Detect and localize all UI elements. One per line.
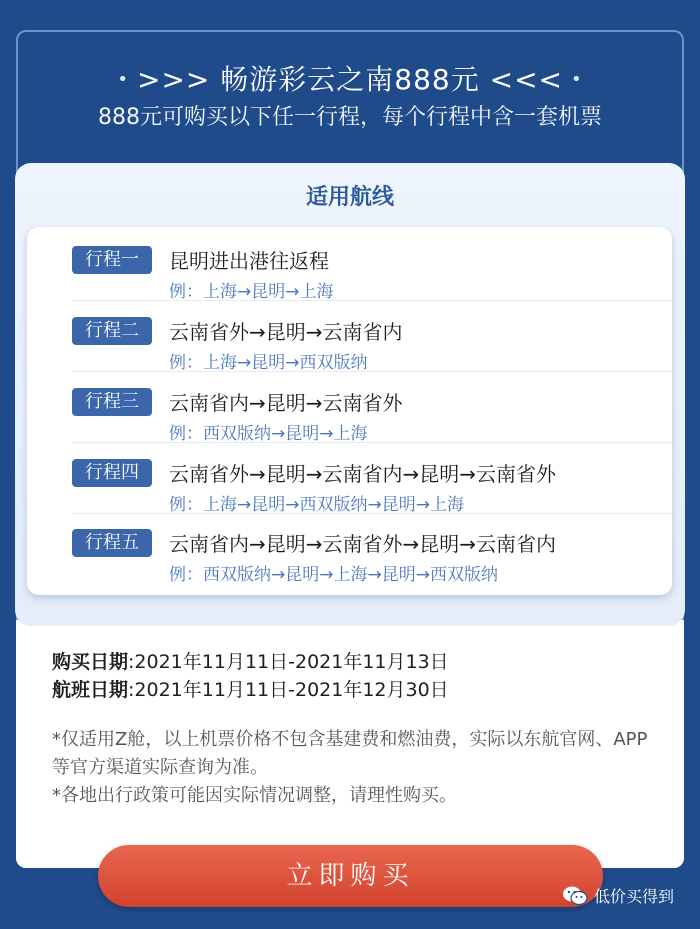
route-example: 例：西双版纳→昆明→上海→昆明→西双版纳 [169, 565, 498, 585]
flight-date-value: :2021年11月11日-2021年12月30日 [128, 679, 449, 701]
routes-list [27, 227, 672, 595]
buy-now-button[interactable]: 立即购买 [98, 845, 603, 907]
note-line: *仅适用Z舱，以上机票价格不包含基建费和燃油费，实际以东航官网、APP等官方渠道实际查询为准。 [52, 729, 648, 778]
route-example: 例：上海→昆明→西双版纳→昆明→上海 [169, 495, 464, 515]
title-dot-right: • [571, 69, 583, 90]
date-info [52, 648, 449, 704]
route-badge: 行程五 [72, 529, 152, 557]
route-example: 例：上海→昆明→西双版纳 [169, 353, 368, 373]
route-badge: 行程四 [72, 459, 152, 487]
route-path: 云南省内→昆明→云南省外→昆明→云南省内 [169, 532, 557, 556]
watermark-text: 低价买得到 [594, 887, 675, 906]
purchase-date [52, 648, 449, 676]
promo-header [0, 62, 700, 132]
flight-date-label: 航班日期 [52, 679, 129, 701]
route-path: 云南省外→昆明→云南省内→昆明→云南省外 [169, 462, 557, 486]
title-dot-left: • [117, 69, 129, 90]
route-path: 云南省外→昆明→云南省内 [169, 320, 403, 344]
routes-title: 适用航线 [305, 185, 394, 210]
route-item [72, 514, 672, 584]
note-line: *各地出行政策可能因实际情况调整，请理性购买。 [52, 785, 457, 806]
title-text: >>> 畅游彩云之南888元 <<< [136, 63, 563, 96]
route-item [72, 444, 672, 514]
wechat-icon [562, 885, 588, 907]
purchase-date-value: :2021年11月11日-2021年11月13日 [128, 651, 449, 673]
promo-subtitle: 888元可购买以下任一行程，每个行程中含一套机票 [98, 105, 602, 130]
route-path: 云南省内→昆明→云南省外 [169, 391, 403, 415]
route-example: 例：上海→昆明→上海 [169, 282, 334, 302]
route-item [72, 373, 672, 443]
route-example: 例：西双版纳→昆明→上海 [169, 424, 368, 444]
route-path: 昆明进出港往返程 [169, 249, 329, 273]
route-badge: 行程三 [72, 388, 152, 416]
flight-date [52, 676, 449, 704]
promo-title [0, 62, 700, 98]
route-badge: 行程一 [72, 246, 152, 274]
watermark [562, 884, 674, 907]
purchase-date-label: 购买日期 [52, 651, 129, 673]
notes [52, 726, 662, 810]
route-item [72, 231, 672, 301]
route-item [72, 302, 672, 372]
route-badge: 行程二 [72, 317, 152, 345]
